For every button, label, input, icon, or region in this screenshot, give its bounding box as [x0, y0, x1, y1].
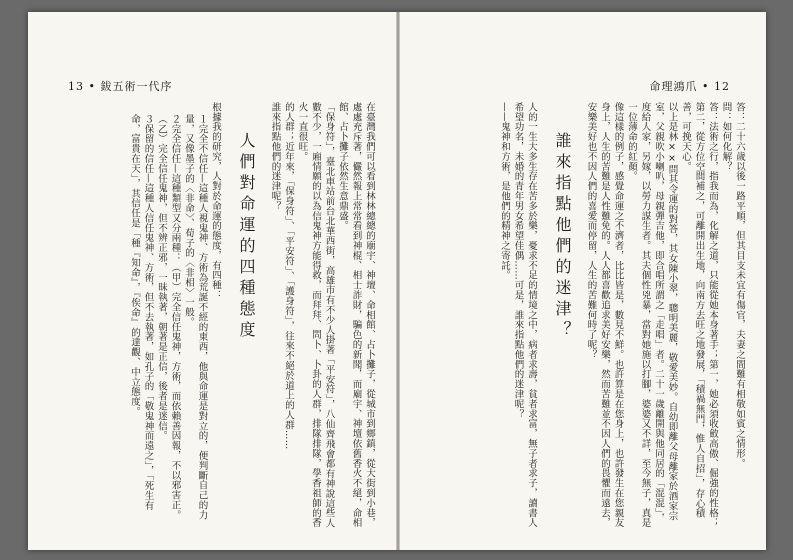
section-heading: 人們對命運的四種態度 — [237, 132, 256, 342]
left-page-header: 13 • 鈸五術一代序 — [68, 80, 173, 93]
right-page — [400, 12, 766, 550]
list-item: ２完全信任—這種類型又分兩種：（甲）完全信任鬼神，方術，而依賴善因報，不以邪害正。（乙）完全信任鬼神，但不辨正邪，一昧執著，朝著是正信，後者是迷信。 — [156, 114, 181, 520]
right-page-header: 命理鴻爪 • 12 — [649, 80, 730, 93]
paragraph: 答：法術之行，指我而為，化解之道，只能從她本身著手；第一，她必須收斂高傲、倔強的性格；第二，從方位空間補之，可離開出生地，向南方去旺之地發展，「積禍無門，惟人自招」，存心積善，可挽天心。 — [680, 102, 718, 528]
section-heading: 誰來指點他們的迷津？ — [553, 132, 572, 342]
paragraph: 答：二十六歲以後一路平順，但其目支未宜有傷官，夫妻之間難有相敬如賓之情形。 — [734, 102, 745, 469]
paragraph: ——鬼神和方術，是他們的精神之寄託。 — [499, 102, 510, 281]
left-page-body — [48, 102, 376, 530]
paragraph: 在臺灣我們可以看到林林總總的廟宇、神壇、命相館、占卜攤子，從城市到鄉鎮，從大街到小巷，處處充斥著，儼然報上常常看到神棍、相士詐財，騙色的新聞，而廟宇、神壇依舊香火不絕，命相館、占卜攤子依然生意鼎盛。 — [337, 102, 375, 528]
paragraph: 的人群；近年來，「保身符」、「平安符」、「護身符」，往來不絕於道上的人群…… — [283, 102, 294, 450]
book-spread — [28, 12, 766, 550]
paragraph: 「保身符」，臺北車站前台北華西街，高雄市有不少人掛著「平安符」，八仙齊飛會都有神說這些人數不少，一廂情願的以為信鬼神方能得救，而拜拜、問卜、卜卦的人群，排隊排隊，學香祖師的香火一直很旺。 — [296, 102, 335, 529]
left-page — [28, 12, 396, 550]
right-page-body — [420, 102, 746, 530]
paragraph: 人的一生大多生存在苦多於樂，憂求不足的情境之中，病者求壽，貧者求富，無子者求子，讀書人希望功名，未婚的青年男女希望佳偶……可是，誰來指點他們的迷津呢？ — [512, 102, 537, 528]
paragraph: 誰來指點他們的迷津呢？ — [269, 102, 281, 211]
paragraph: 問：如何化解？ — [720, 102, 732, 172]
list-item: １完全不信任—這種人視鬼神、方術為荒誕不經的東西，他與命運是對立的，便判斷自己的力量，又像墨子的〈非命〉、荀子的〈非相〉一般。 — [183, 114, 208, 520]
paragraph: 以上是林××問其令運的對答，其女陳小翠，聰明美麗，敬愛美妙。自幼即離父母離家於酒家宗室，父親吹小喇叭，母親彈吉他，即合唱所謂之「走唱」者。二十一歲離開與他同居的「混混」，度給人家，另嫁，以勞力謀生者。其夫個性兇暴，當對她施以打腳，婆婆又不詳，至今無子，真是一位薄命的紅顏。 — [626, 102, 678, 528]
paragraph: 像這樣的例子，感覺命運之不濟者，比比皆是，數見不鮮。也許算是在您身上，也許發生在您親友身上，人生的苦難是人性難免的。人人都喜歡追求美好安樂，然而苦難並不因人們的畏懼而遠去，安樂美好也不因人們的喜愛而停留，人生的苦難何時了呢？ — [585, 102, 624, 528]
list-item: ３保留的信任—這種人信任鬼神、方術，但不去執著，如孔子的「敬鬼神而遠之」，「死生有命，富貴在天」，其信任是「種『知命』，『俟命』的達觀、中立態度。 — [129, 114, 154, 511]
paragraph: 根據我的研究，人對於命運的態度，有四種： — [210, 102, 221, 300]
